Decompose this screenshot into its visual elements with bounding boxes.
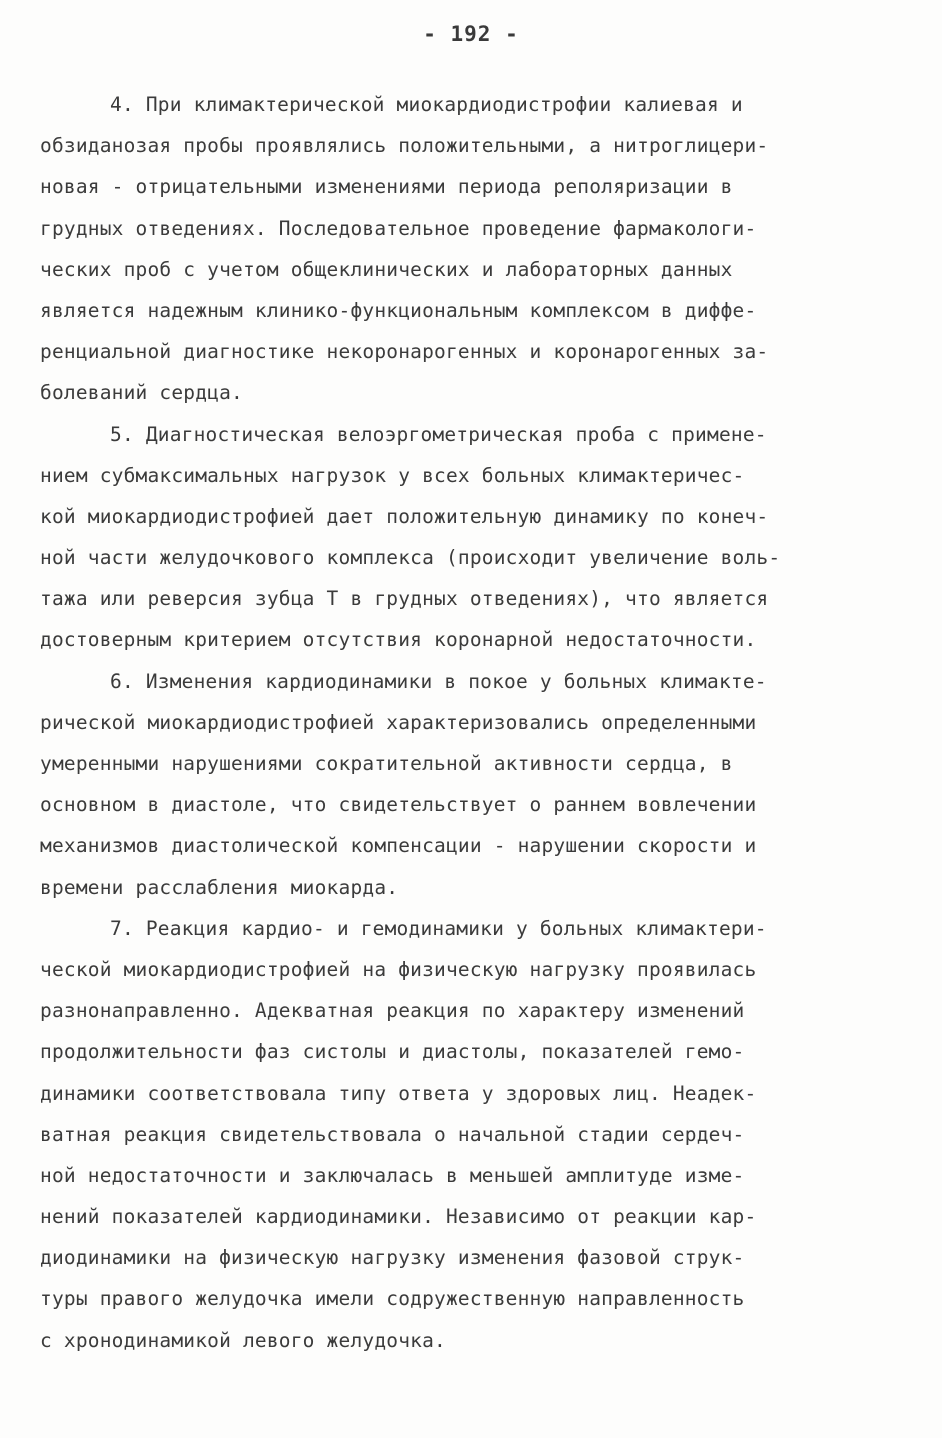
- text-line: 6. Изменения кардиодинамики в покое у больных климакте-: [110, 669, 767, 693]
- text-line: динамики соответствовала типу ответа у здоровых лиц. Неадек-: [40, 1081, 757, 1105]
- text-line: нений показателей кардиодинамики. Независимо от реакции кар-: [40, 1205, 757, 1229]
- text-line: с хронодинамикой левого желудочка.: [40, 1328, 446, 1352]
- text-line: рической миокардиодистрофией характеризовались определенными: [40, 710, 757, 734]
- text-line: 5. Диагностическая велоэргометрическая проба с примене-: [110, 422, 767, 446]
- text-line: механизмов диастолической компенсации - нарушении скорости и: [40, 834, 757, 858]
- text-line: является надежным клинико-функциональным комплексом в диффе-: [40, 298, 757, 322]
- text-line: диодинамики на физическую нагрузку изменения фазовой струк-: [40, 1246, 745, 1270]
- text-line: болеваний сердца.: [40, 381, 243, 405]
- text-line: ческой миокардиодистрофией на физическую нагрузку проявилась: [40, 957, 757, 981]
- text-line: ческих проб с учетом общеклинических и лабораторных данных: [40, 257, 733, 281]
- text-line: новая - отрицательными изменениями периода реполяризации в: [40, 175, 733, 199]
- text-line: ватная реакция свидетельствовала о начальной стадии сердеч-: [40, 1122, 745, 1146]
- text-line: ной недостаточности и заключалась в меньшей амплитуде изме-: [40, 1163, 745, 1187]
- text-line: туры правого желудочка имели содружественную направленность: [40, 1287, 745, 1311]
- text-line: 7. Реакция кардио- и гемодинамики у больных климактери-: [110, 916, 767, 940]
- text-line: разнонаправленно. Адекватная реакция по характеру изменений: [40, 999, 745, 1023]
- text-line: грудных отведениях. Последовательное проведение фармакологи-: [40, 216, 757, 240]
- body-text: [40, 84, 900, 1361]
- page-number: - 192 -: [423, 22, 519, 46]
- text-line: основном в диастоле, что свидетельствует о раннем вовлечении: [40, 793, 757, 817]
- text-line: тажа или реверсия зубца Т в грудных отведениях), что является: [40, 587, 769, 611]
- text-line: ной части желудочкового комплекса (происходит увеличение воль-: [40, 546, 781, 570]
- text-line: умеренными нарушениями сократительной активности сердца, в: [40, 752, 733, 775]
- text-line: продолжительности фаз систолы и диастолы, показателей гемо-: [40, 1040, 745, 1064]
- text-line: достоверным критерием отсутствия коронарной недостаточности.: [40, 628, 757, 652]
- text-line: времени расслабления миокарда.: [40, 875, 399, 899]
- text-line: ренциальной диагностике некоронарогенных и коронарогенных за-: [40, 340, 769, 364]
- text-line: кой миокардиодистрофией дает положительную динамику по конеч-: [40, 504, 769, 528]
- text-line: обзиданозая пробы проявлялись положительными, а нитроглицери-: [40, 134, 769, 158]
- text-line: 4. При климактерической миокардиодистрофии калиевая и: [110, 93, 743, 116]
- text-line: нием субмаксимальных нагрузок у всех больных климактеричес-: [40, 463, 745, 487]
